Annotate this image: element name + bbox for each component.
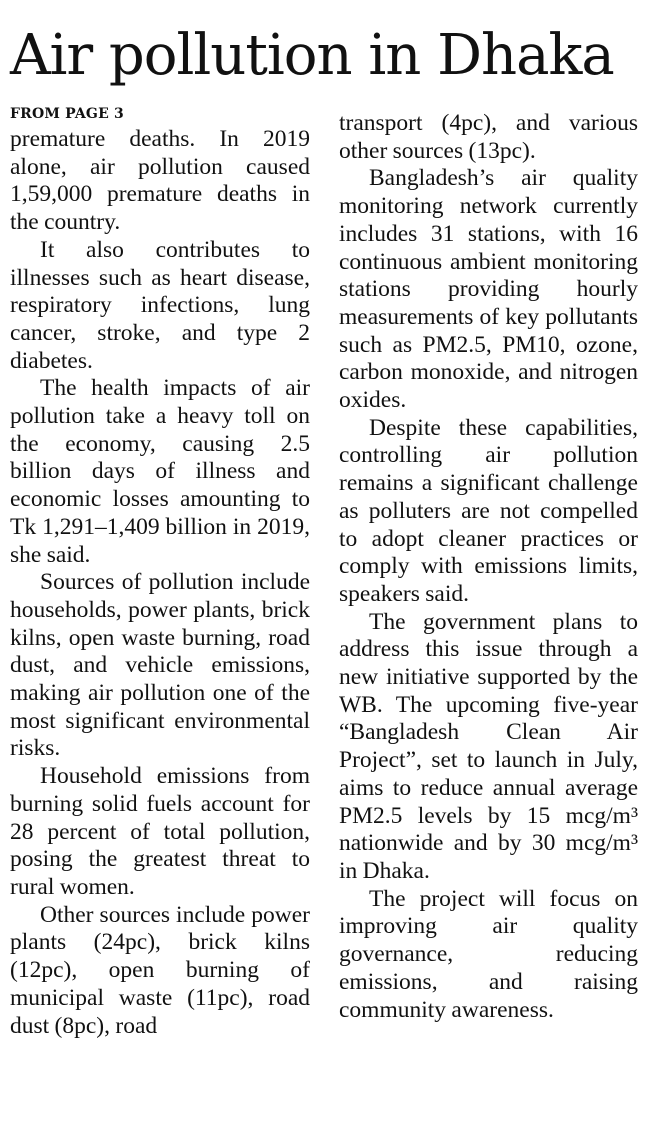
paragraph: transport (4pc), and various other sources (13pc). <box>339 110 638 164</box>
paragraph: Sources of pollution include households, power plants, brick kilns, open waste burning, road dust, and vehicle emissions, making air pollution one of the most significant environmental risks. <box>10 569 310 762</box>
paragraph: premature deaths. In 2019 alone, air pollution caused 1,59,000 premature deaths in the country. <box>10 126 310 236</box>
jump-label: FROM PAGE 3 <box>10 106 124 122</box>
paragraph: The health impacts of air pollution take a heavy toll on the economy, causing 2.5 billion days of illness and economic losses amounting to Tk 1,291–1,409 billion in 2019, she said. <box>10 375 310 568</box>
paragraph: Bangladesh’s air quality monitoring network currently includes 31 stations, with 16 continuous ambient monitoring stations providing hourly measurements of key pollutants such as PM2.5, PM10, ozone, carbon monoxide, and nitrogen oxides. <box>339 165 638 414</box>
paragraph: The project will focus on improving air quality governance, reducing emissions, and raising community awareness. <box>339 885 638 1023</box>
paragraph: It also contributes to illnesses such as heart disease, respiratory infections, lung cancer, stroke, and type 2 diabetes. <box>10 236 310 374</box>
paragraph: Household emissions from burning solid fuels account for 28 percent of total pollution, posing the greatest threat to rural women. <box>10 763 310 900</box>
article-column-left <box>10 104 310 1040</box>
headline: Air pollution in Dhaka <box>10 23 614 88</box>
paragraph: Other sources include power plants (24pc), brick kilns (12pc), open burning of municipal waste (11pc), road dust (8pc), road <box>10 901 310 1039</box>
paragraph: Despite these capabilities, controlling air pollution remains a significant challenge as polluters are not compelled to adopt cleaner practices or comply with emissions limits, speakers said. <box>339 414 638 607</box>
paragraph: The government plans to address this issue through a new initiative supported by the WB. The upcoming five-year “Bangladesh Clean Air Project”, set to launch in July, aims to reduce annual average PM2.5 levels by 15 mcg/m³ nationwide and by 30 mcg/m³ in Dhaka. <box>339 608 638 884</box>
article-column-right <box>339 110 638 1024</box>
